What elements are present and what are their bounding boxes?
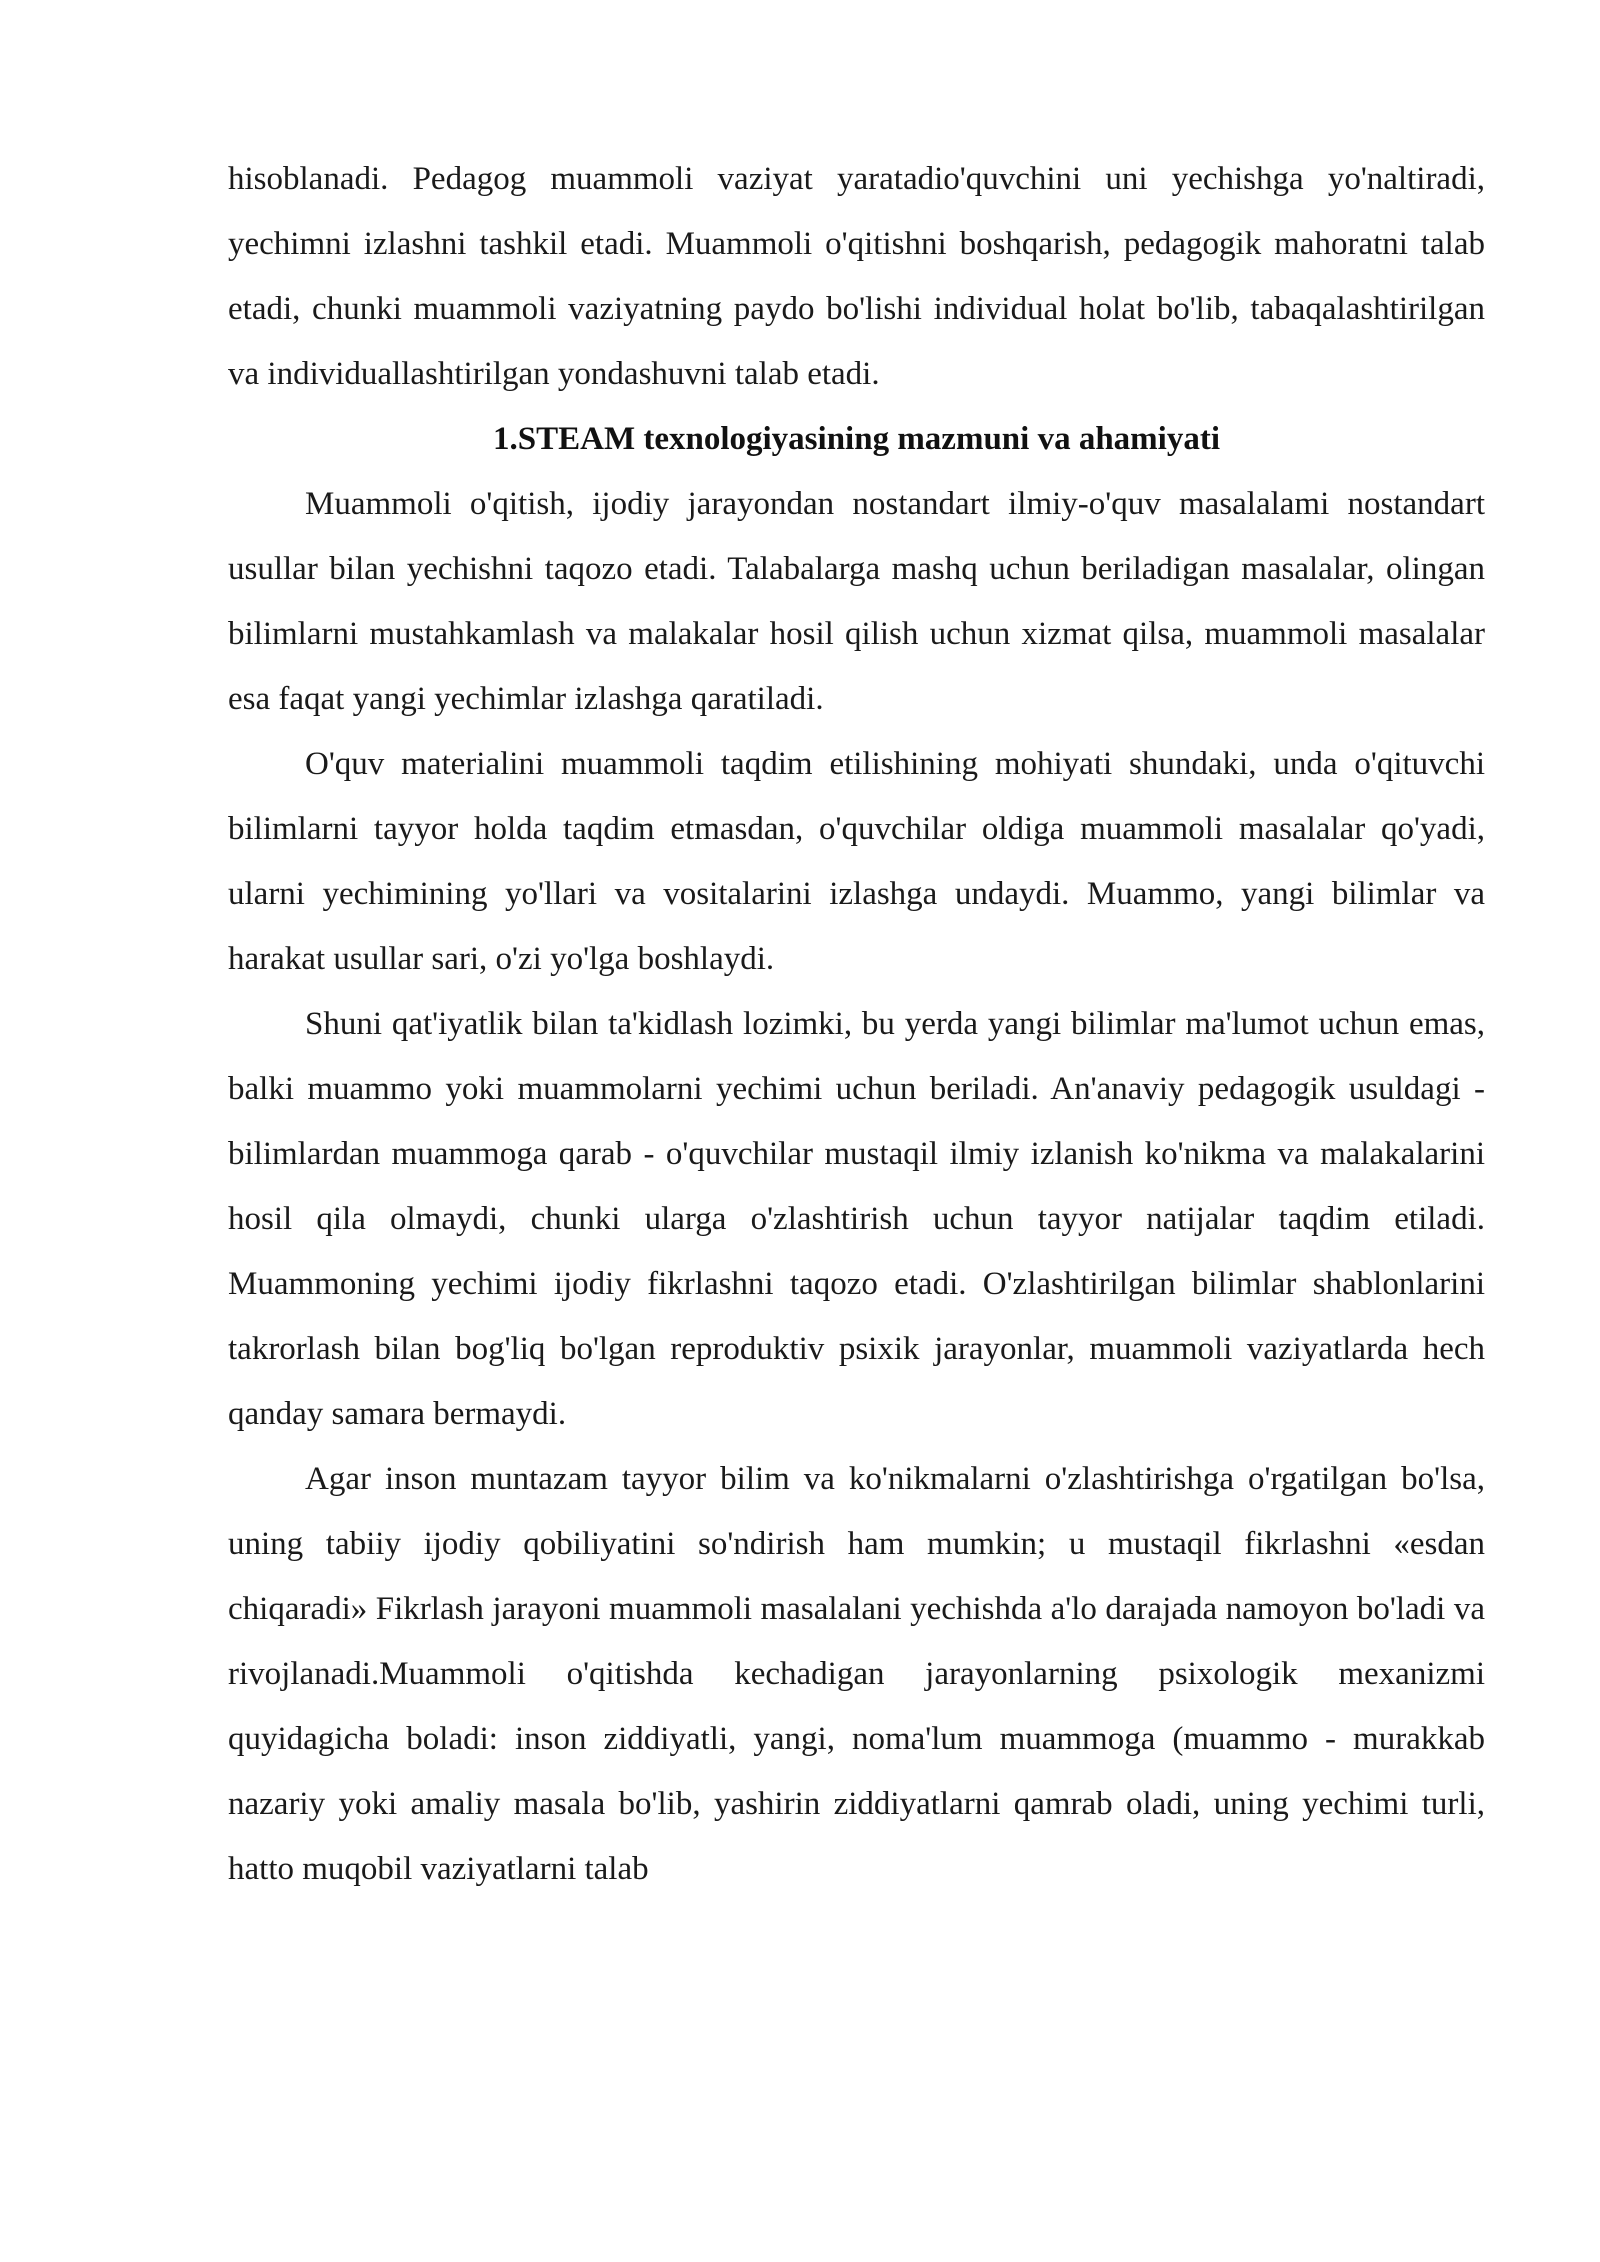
page-body bbox=[228, 147, 1485, 1902]
paragraph-1: Muammoli o'qitish, ijodiy jarayondan nostandart ilmiy-o'quv masalalami nostandart usullar bilan yechishni taqozo etadi. Talabalarga mashq uchun beriladigan masalalar, olingan bilimlarni mustahkamlash va malakalar hosil qilish uchun xizmat qilsa, muammoli masalalar esa faqat yangi yechimlar izlashga qaratiladi. bbox=[228, 486, 1485, 717]
paragraph-2: O'quv materialini muammoli taqdim etilishining mohiyati shundaki, unda o'qituvchi bilimlarni tayyor holda taqdim etmasdan, o'quvchilar oldiga muammoli masalalar qo'yadi, ularni yechimining yo'llari va vositalarini izlashga undaydi. Muammo, yangi bilimlar va harakat usullar sari, o'zi yo'lga boshlaydi. bbox=[228, 746, 1485, 977]
section-heading: 1.STEAM texnologiyasining mazmuni va ahamiyati bbox=[493, 421, 1220, 457]
paragraph-4: Agar inson muntazam tayyor bilim va ko'nikmalarni o'zlashtirishga o'rgatilgan bo'lsa, uning tabiiy ijodiy qobiliyatini so'ndirish ham mumkin; u mustaqil fikrlashni «esdan chiqaradi» Fikrlash jarayoni muammoli masalalani yechishda a'lo darajada namoyon bo'ladi va rivojlanadi.Muammoli o'qitishda kechadigan jarayonlarning psixologik mexanizmi quyidagicha boladi: inson ziddiyatli, yangi, noma'lum muammoga (muammo - murakkab nazariy yoki amaliy masala bo'lib, yashirin ziddiyatlarni qamrab oladi, uning yechimi turli, hatto muqobil vaziyatlarni talab bbox=[228, 1461, 1485, 1887]
intro-paragraph: hisoblanadi. Pedagog muammoli vaziyat yaratadio'quvchini uni yechishga yo'naltiradi, yechimni izlashni tashkil etadi. Muammoli o'qitishni boshqarish, pedagogik mahoratni talab etadi, chunki muammoli vaziyatning paydo bo'lishi individual holat bo'lib, tabaqalashtirilgan va individuallashtirilgan yondashuvni talab etadi. bbox=[228, 161, 1485, 392]
paragraph-3: Shuni qat'iyatlik bilan ta'kidlash lozimki, bu yerda yangi bilimlar ma'lumot uchun emas, balki muammo yoki muammolarni yechimi uchun beriladi. An'anaviy pedagogik usuldagi - bilimlardan muammoga qarab - o'quvchilar mustaqil ilmiy izlanish ko'nikma va malakalarini hosil qila olmaydi, chunki ularga o'zlashtirish uchun tayyor natijalar taqdim etiladi. Muammoning yechimi ijodiy fikrlashni taqozo etadi. O'zlashtirilgan bilimlar shablonlarini takrorlash bilan bog'liq bo'lgan reproduktiv psixik jarayonlar, muammoli vaziyatlarda hech qanday samara bermaydi. bbox=[228, 1006, 1485, 1432]
